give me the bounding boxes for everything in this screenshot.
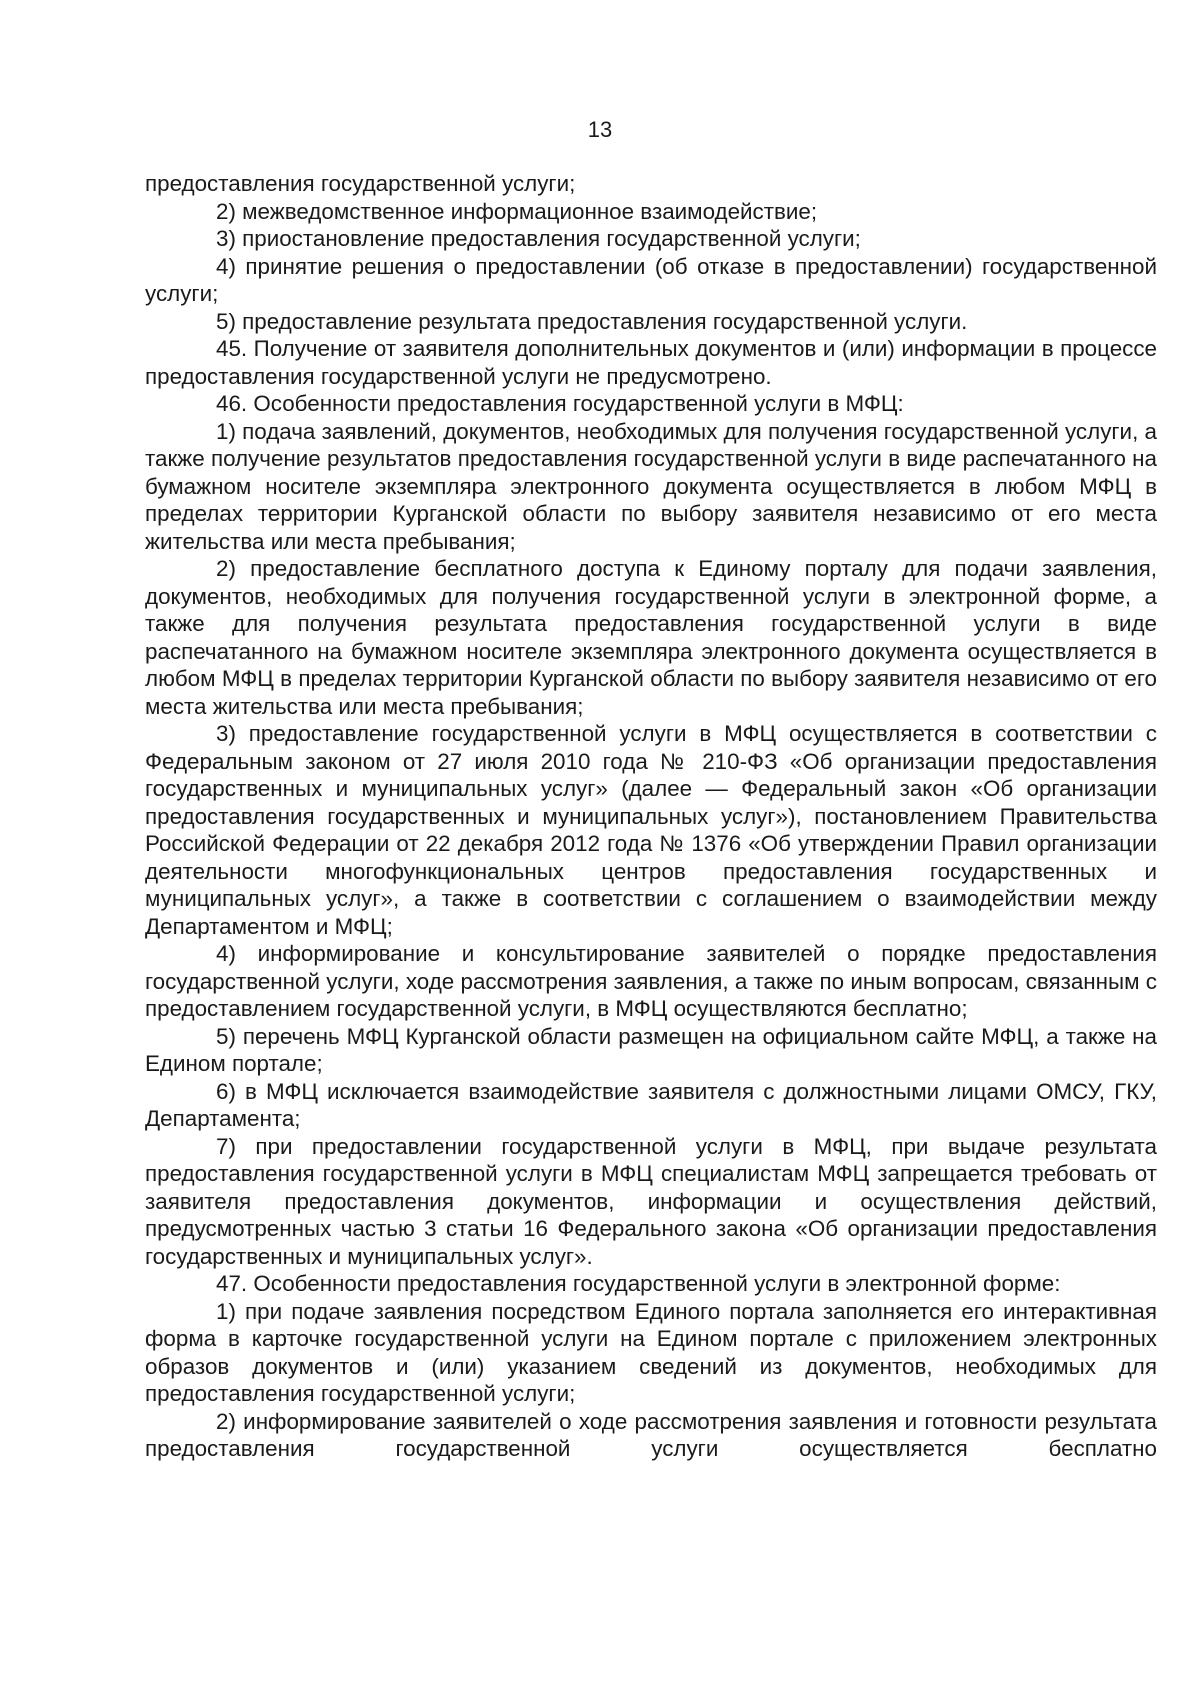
paragraph-item-4: 4) принятие решения о предоставлении (об отказе в предоставлении) государственной услуги; [145, 253, 1157, 306]
paragraph-46-item-2: 2) предоставление бесплатного доступа к Единому порталу для подачи заявления, документов, необходимых для получения государственной услуги в электронной форме, а также для получения результата предоставления государственной услуги в виде распечатанного на бумажном носителе экземпляра электронного документа осуществляется в любом МФЦ в пределах территории Курганской области по выбору заявителя независимо от его места жительства или места пребывания; [145, 556, 1157, 719]
paragraph-46-item-6: 6) в МФЦ исключается взаимодействие заявителя с должностными лицами ОМСУ, ГКУ, Департамента; [145, 1078, 1157, 1131]
paragraph-continuation: предоставления государственной услуги; [145, 171, 576, 196]
page-number: 13 [587, 117, 613, 142]
paragraph-item-5: 5) предоставление результата предоставления государственной услуги. [216, 308, 968, 334]
paragraph-item-2: 2) межведомственное информационное взаимодействие; [216, 198, 818, 224]
paragraph-clause-45: 45. Получение от заявителя дополнительных документов и (или) информации в процессе предоставления государственной услуги не предусмотрено. [145, 336, 1157, 389]
paragraph-46-item-4: 4) информирование и консультирование заявителей о порядке предоставления государственной услуги, ходе рассмотрения заявления, а также по иным вопросам, связанным с предоставлением государственной услуги, в МФЦ осуществляются бесплатно; [145, 941, 1157, 1021]
paragraph-clause-46: 46. Особенности предоставления государственной услуги в МФЦ: [216, 391, 904, 416]
paragraph-46-item-1: 1) подача заявлений, документов, необходимых для получения государственной услуги, а также получение результатов предоставления государственной услуги в виде распечатанного на бумажном носителе экземпляра электронного документа осуществляется в любом МФЦ в пределах территории Курганской области по выбору заявителя независимо от его места жительства или места пребывания; [145, 418, 1157, 554]
paragraph-clause-47: 47. Особенности предоставления государственной услуги в электронной форме: [216, 1271, 1061, 1296]
paragraph-47-item-2: 2) информирование заявителей о ходе рассмотрения заявления и готовности результата предоставления государственной услуги осуществляется бесплатно [145, 1408, 1157, 1461]
paragraph-46-item-5: 5) перечень МФЦ Курганской области размещен на официальном сайте МФЦ, а также на Едином портале; [145, 1023, 1157, 1076]
paragraph-46-item-3: 3) предоставление государственной услуги в МФЦ осуществляется в соответствии с Федеральным законом от 27 июля 2010 года № 210-ФЗ «Об организации предоставления государственных и муниципальных услуг» (далее — Федеральный закон «Об организации предоставления государственных и муниципальных услуг»), постановлением Правительства Российской Федерации от 22 декабря 2012 года № 1376 «Об утверждении Правил организации деятельности многофункциональных центров предоставления государственных и муниципальных услуг», а также в соответствии с соглашением о взаимодействии между Департаментом и МФЦ; [145, 721, 1157, 939]
paragraph-46-item-7: 7) при предоставлении государственной услуги в МФЦ, при выдаче результата предоставления государственной услуги в МФЦ специалистам МФЦ запрещается требовать от заявителя предоставления документов, информации и осуществления действий, предусмотренных частью 3 статьи 16 Федерального закона «Об организации предоставления государственных и муниципальных услуг». [145, 1133, 1157, 1269]
paragraph-item-3: 3) приостановление предоставления государственной услуги; [216, 226, 861, 251]
document-body [145, 170, 1157, 1463]
paragraph-47-item-1: 1) при подаче заявления посредством Единого портала заполняется его интерактивная форма в карточке государственной услуги на Едином портале с приложением электронных образов документов и (или) указанием сведений из документов, необходимых для предоставления государственной услуги; [145, 1298, 1157, 1406]
